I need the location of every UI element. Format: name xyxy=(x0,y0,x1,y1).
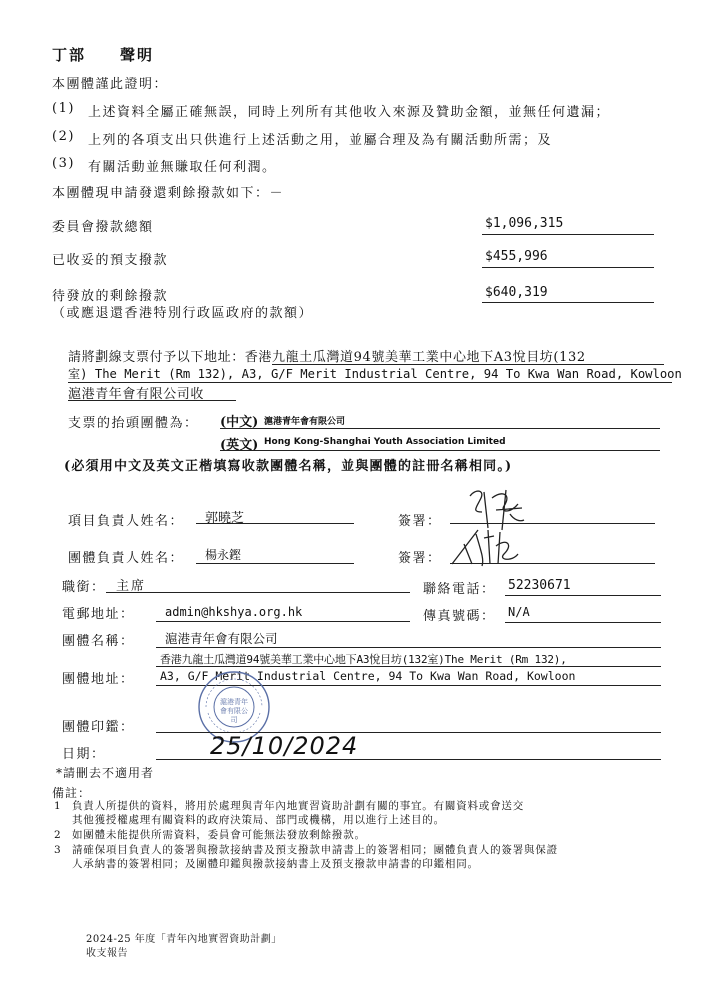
project-head-name: 郭曉芝 xyxy=(205,511,245,526)
declaration-item-num-3: (3) xyxy=(52,156,75,171)
cheque-address-line3: 滬港青年會有限公司收 xyxy=(68,387,205,402)
received-advance-value: $455,996 xyxy=(485,249,548,264)
remark-1-line1: 負責人所提供的資料，將用於處理與青年內地實習資助計劃有關的事宜。有關資料或會送交 xyxy=(72,800,524,812)
title-value: 主席 xyxy=(116,579,147,594)
fax-value: N/A xyxy=(508,605,530,619)
delete-note: *請刪去不適用者 xyxy=(56,766,155,780)
declaration-item-3: 有關活動並無賺取任何利潤。 xyxy=(88,160,277,175)
phone-value: 52230671 xyxy=(508,578,571,593)
remark-1-line2: 其他獲授權處理有關資料的政府決策局、部門或機構，用以進行上述目的。 xyxy=(72,814,445,826)
org-name-value: 滬港青年會有限公司 xyxy=(165,631,278,646)
pending-grant-label: 待發放的剩餘撥款 xyxy=(52,289,169,304)
org-head-signature xyxy=(448,524,528,569)
org-head-signature-label: 簽署： xyxy=(398,551,442,566)
email-label: 電郵地址： xyxy=(62,607,135,622)
payee-en-name: Hong Kong-Shanghai Youth Association Limited xyxy=(264,437,506,447)
remarks-heading: 備註： xyxy=(52,786,92,800)
remark-2-line1: 如團體未能提供所需資料，委員會可能無法發放剩餘撥款。 xyxy=(72,829,366,841)
phone-label: 聯絡電話： xyxy=(423,582,496,597)
total-grant-label: 委員會撥款總額 xyxy=(52,220,154,235)
date-label: 日期： xyxy=(62,747,106,762)
date-value: 25/10/2024 xyxy=(210,732,359,760)
declaration-item-num-1: (1) xyxy=(52,101,75,116)
org-head-name: 楊永鏗 xyxy=(205,548,242,562)
pending-grant-value: $640,319 xyxy=(485,285,548,300)
org-head-label: 團體負責人姓名： xyxy=(68,551,185,566)
cheque-address-line1: 請將劃線支票付予以下地址：香港九龍土瓜灣道94號美華工業中心地下A3悅目坊(132 xyxy=(68,350,586,365)
email-value: admin@hkshya.org.hk xyxy=(165,605,303,619)
title-label: 職銜： xyxy=(62,580,106,595)
payee-cn-name: 滬港青年會有限公司 xyxy=(264,417,346,427)
org-seal-text: 滬港青年會有限公司 xyxy=(220,698,248,724)
payee-notice: (必須用中文及英文正楷填寫收款團體名稱，並與團體的註冊名稱相同。) xyxy=(64,459,513,474)
project-head-signature-label: 簽署： xyxy=(398,514,442,529)
declaration-item-2: 上列的各項支出只供進行上述活動之用，並屬合理及為有關活動所需；及 xyxy=(88,133,553,148)
org-seal-label: 團體印鑑： xyxy=(62,720,135,735)
payee-en-tag: (英文) xyxy=(220,438,259,453)
remark-3-line1: 請確保項目負責人的簽署與撥款接納書及預支撥款申請書上的簽署相同；團體負責人的簽署與保證 xyxy=(72,844,558,856)
footer-line1: 2024-25 年度「青年內地實習資助計劃」 xyxy=(86,934,282,945)
org-address-line2: A3, G/F Merit Industrial Centre, 94 To Kwa Wan Road, Kowloon xyxy=(160,669,576,683)
cheque-address-line2: 室) The Merit (Rm 132), A3, G/F Merit Industrial Centre, 94 To Kwa Wan Road, Kowloon xyxy=(68,367,682,381)
section-title: 丁部 聲明 xyxy=(52,46,155,64)
declaration-apply: 本團體現申請發還剩餘撥款如下：－ xyxy=(52,186,285,201)
project-head-label: 項目負責人姓名： xyxy=(68,514,185,529)
footer-line2: 收支報告 xyxy=(86,948,128,959)
declaration-item-num-2: (2) xyxy=(52,129,75,144)
fax-label: 傳真號碼： xyxy=(423,609,496,624)
remark-3-line2: 人承納書的簽署相同；及團體印鑑與撥款接納書上及預支撥款申請書的印鑑相同。 xyxy=(72,858,479,870)
received-advance-label: 已收妥的預支撥款 xyxy=(52,253,169,268)
total-grant-value: $1,096,315 xyxy=(485,216,564,231)
org-address-line1: 香港九龍土瓜灣道94號美華工業中心地下A3悅目坊(132室)The Merit (Rm 132), xyxy=(160,653,567,666)
remark-num-2: 2 xyxy=(54,829,62,841)
payee-label: 支票的抬頭團體為： xyxy=(68,416,199,431)
org-address-label: 團體地址： xyxy=(62,672,135,687)
remark-num-3: 3 xyxy=(54,844,62,856)
pending-grant-note: （或應退還香港特別行政區政府的款額） xyxy=(52,306,314,321)
declaration-item-1: 上述資料全屬正確無誤，同時上列所有其他收入來源及贊助金額，並無任何遺漏； xyxy=(88,105,611,120)
payee-cn-tag: (中文) xyxy=(220,415,259,430)
org-name-label: 團體名稱： xyxy=(62,634,135,649)
remark-num-1: 1 xyxy=(54,800,62,812)
declaration-intro: 本團體謹此證明： xyxy=(52,77,169,92)
